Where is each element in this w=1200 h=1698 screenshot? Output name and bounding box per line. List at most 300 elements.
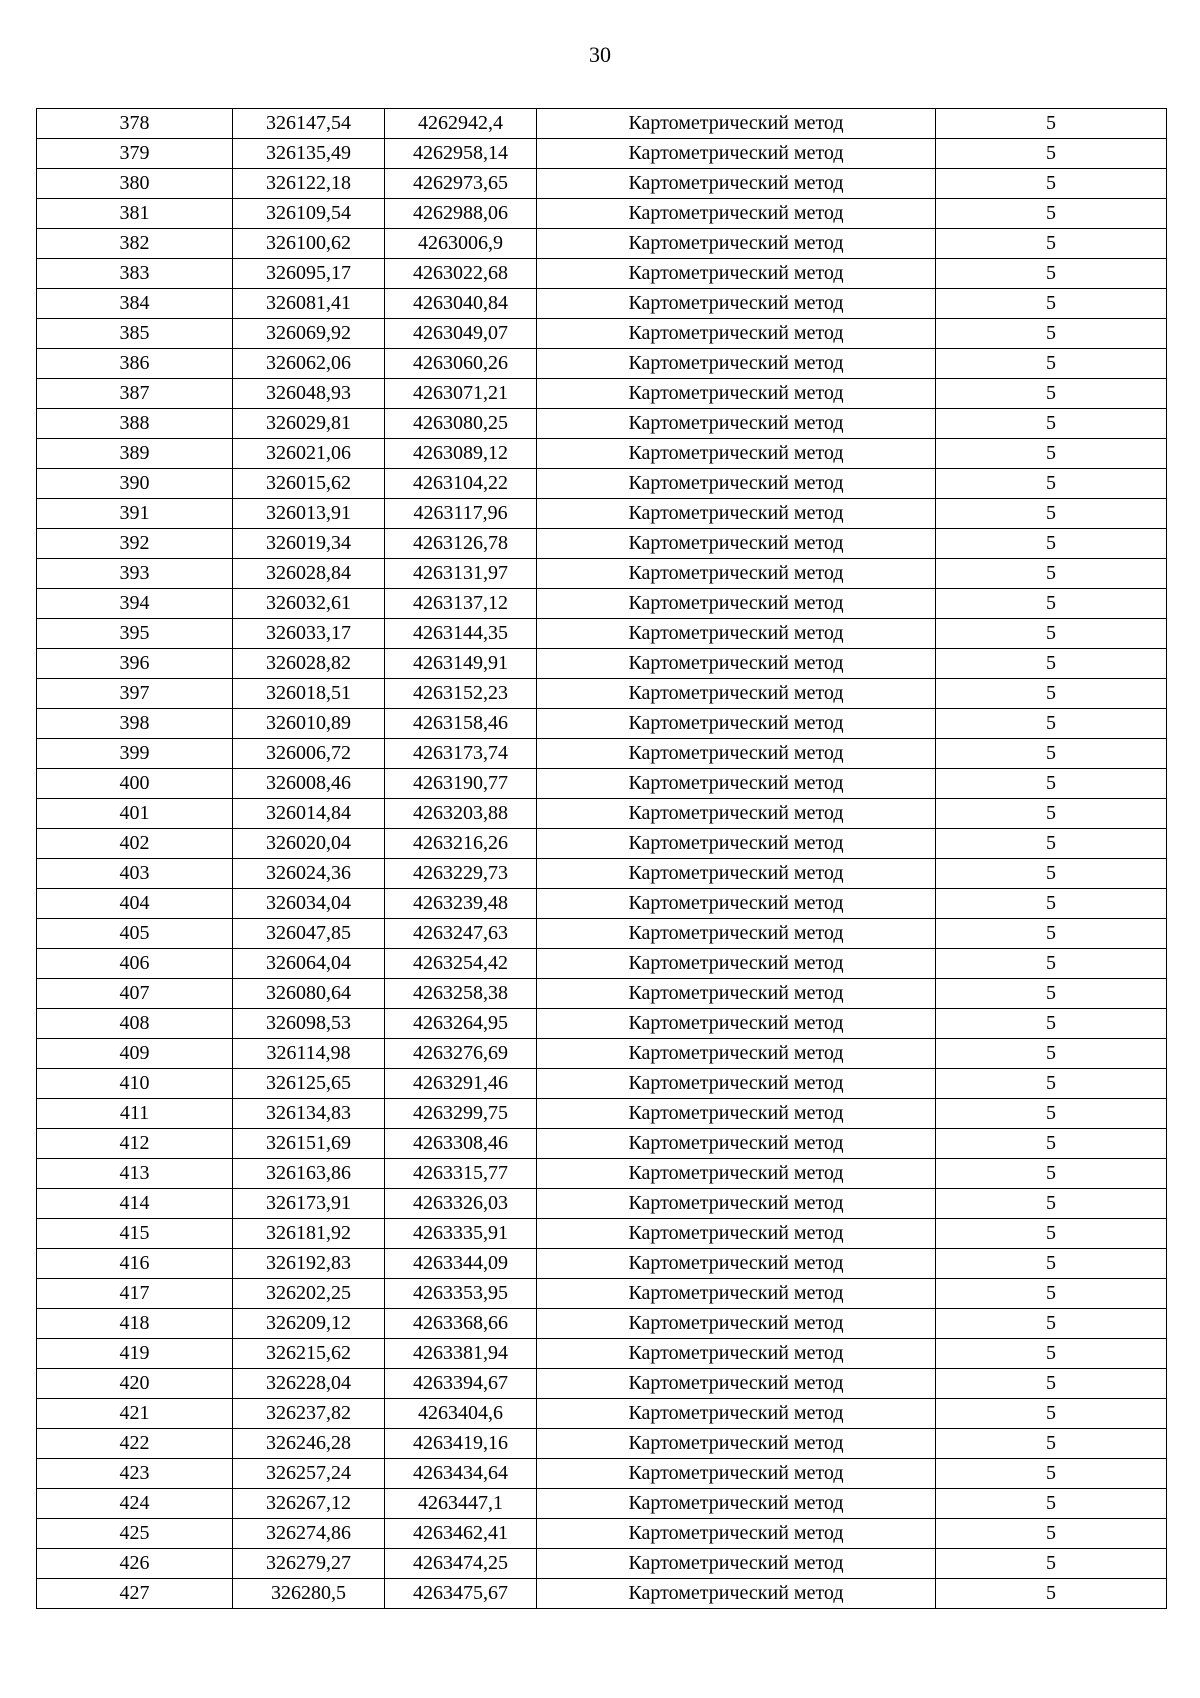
x-coordinate-cell: 326018,51 <box>233 679 385 709</box>
error-cell: 5 <box>936 859 1167 889</box>
y-coordinate-cell: 4263173,74 <box>385 739 537 769</box>
error-cell: 5 <box>936 589 1167 619</box>
table-row <box>37 1249 1167 1279</box>
page-number: 30 <box>589 42 611 67</box>
table-row <box>37 649 1167 679</box>
point-number-cell: 393 <box>37 559 233 589</box>
x-coordinate-cell: 326080,64 <box>233 979 385 1009</box>
error-cell: 5 <box>936 499 1167 529</box>
method-cell: Картометрический метод <box>537 1249 936 1279</box>
table-row <box>37 529 1167 559</box>
y-coordinate-cell: 4263404,6 <box>385 1399 537 1429</box>
x-coordinate-cell: 326100,62 <box>233 229 385 259</box>
point-number-cell: 382 <box>37 229 233 259</box>
point-number-cell: 386 <box>37 349 233 379</box>
table-row <box>37 319 1167 349</box>
error-cell: 5 <box>936 769 1167 799</box>
table-row <box>37 1189 1167 1219</box>
point-number-cell: 415 <box>37 1219 233 1249</box>
point-number-cell: 391 <box>37 499 233 529</box>
table-row <box>37 229 1167 259</box>
method-cell: Картометрический метод <box>537 1189 936 1219</box>
x-coordinate-cell: 326020,04 <box>233 829 385 859</box>
method-cell: Картометрический метод <box>537 769 936 799</box>
x-coordinate-cell: 326006,72 <box>233 739 385 769</box>
x-coordinate-cell: 326098,53 <box>233 1009 385 1039</box>
error-cell: 5 <box>936 1039 1167 1069</box>
point-number-cell: 402 <box>37 829 233 859</box>
y-coordinate-cell: 4263060,26 <box>385 349 537 379</box>
y-coordinate-cell: 4263434,64 <box>385 1459 537 1489</box>
point-number-cell: 389 <box>37 439 233 469</box>
y-coordinate-cell: 4263247,63 <box>385 919 537 949</box>
y-coordinate-cell: 4263308,46 <box>385 1129 537 1159</box>
table-row <box>37 1129 1167 1159</box>
x-coordinate-cell: 326095,17 <box>233 259 385 289</box>
error-cell: 5 <box>936 1429 1167 1459</box>
x-coordinate-cell: 326010,89 <box>233 709 385 739</box>
method-cell: Картометрический метод <box>537 1339 936 1369</box>
point-number-cell: 396 <box>37 649 233 679</box>
y-coordinate-cell: 4263216,26 <box>385 829 537 859</box>
y-coordinate-cell: 4263264,95 <box>385 1009 537 1039</box>
x-coordinate-cell: 326202,25 <box>233 1279 385 1309</box>
method-cell: Картометрический метод <box>537 379 936 409</box>
table-row <box>37 1519 1167 1549</box>
method-cell: Картометрический метод <box>537 1519 936 1549</box>
x-coordinate-cell: 326028,84 <box>233 559 385 589</box>
method-cell: Картометрический метод <box>537 679 936 709</box>
table-row <box>37 409 1167 439</box>
method-cell: Картометрический метод <box>537 1159 936 1189</box>
table-row <box>37 379 1167 409</box>
y-coordinate-cell: 4263071,21 <box>385 379 537 409</box>
method-cell: Картометрический метод <box>537 889 936 919</box>
y-coordinate-cell: 4262973,65 <box>385 169 537 199</box>
method-cell: Картометрический метод <box>537 1039 936 1069</box>
table-row <box>37 829 1167 859</box>
error-cell: 5 <box>936 469 1167 499</box>
method-cell: Картометрический метод <box>537 619 936 649</box>
error-cell: 5 <box>936 1549 1167 1579</box>
y-coordinate-cell: 4263049,07 <box>385 319 537 349</box>
error-cell: 5 <box>936 1129 1167 1159</box>
table-row <box>37 439 1167 469</box>
error-cell: 5 <box>936 919 1167 949</box>
error-cell: 5 <box>936 1069 1167 1099</box>
table-row <box>37 259 1167 289</box>
method-cell: Картометрический метод <box>537 709 936 739</box>
x-coordinate-cell: 326257,24 <box>233 1459 385 1489</box>
x-coordinate-cell: 326008,46 <box>233 769 385 799</box>
error-cell: 5 <box>936 1099 1167 1129</box>
x-coordinate-cell: 326034,04 <box>233 889 385 919</box>
table-row <box>37 799 1167 829</box>
table-row <box>37 199 1167 229</box>
y-coordinate-cell: 4263353,95 <box>385 1279 537 1309</box>
error-cell: 5 <box>936 1279 1167 1309</box>
y-coordinate-cell: 4262942,4 <box>385 109 537 139</box>
x-coordinate-cell: 326163,86 <box>233 1159 385 1189</box>
y-coordinate-cell: 4263368,66 <box>385 1309 537 1339</box>
method-cell: Картометрический метод <box>537 229 936 259</box>
table-row <box>37 349 1167 379</box>
error-cell: 5 <box>936 229 1167 259</box>
table-row <box>37 169 1167 199</box>
method-cell: Картометрический метод <box>537 829 936 859</box>
point-number-cell: 427 <box>37 1579 233 1609</box>
y-coordinate-cell: 4263276,69 <box>385 1039 537 1069</box>
error-cell: 5 <box>936 829 1167 859</box>
x-coordinate-cell: 326114,98 <box>233 1039 385 1069</box>
point-number-cell: 406 <box>37 949 233 979</box>
table-row <box>37 1459 1167 1489</box>
method-cell: Картометрический метод <box>537 1459 936 1489</box>
x-coordinate-cell: 326215,62 <box>233 1339 385 1369</box>
y-coordinate-cell: 4263462,41 <box>385 1519 537 1549</box>
point-number-cell: 413 <box>37 1159 233 1189</box>
y-coordinate-cell: 4263299,75 <box>385 1099 537 1129</box>
error-cell: 5 <box>936 889 1167 919</box>
y-coordinate-cell: 4263239,48 <box>385 889 537 919</box>
error-cell: 5 <box>936 1489 1167 1519</box>
coordinates-table-body <box>37 109 1167 1609</box>
x-coordinate-cell: 326069,92 <box>233 319 385 349</box>
y-coordinate-cell: 4263089,12 <box>385 439 537 469</box>
error-cell: 5 <box>936 979 1167 1009</box>
y-coordinate-cell: 4263144,35 <box>385 619 537 649</box>
method-cell: Картометрический метод <box>537 199 936 229</box>
y-coordinate-cell: 4263335,91 <box>385 1219 537 1249</box>
method-cell: Картометрический метод <box>537 1549 936 1579</box>
point-number-cell: 418 <box>37 1309 233 1339</box>
error-cell: 5 <box>936 1459 1167 1489</box>
error-cell: 5 <box>936 1249 1167 1279</box>
point-number-cell: 424 <box>37 1489 233 1519</box>
x-coordinate-cell: 326021,06 <box>233 439 385 469</box>
table-row <box>37 1309 1167 1339</box>
point-number-cell: 383 <box>37 259 233 289</box>
x-coordinate-cell: 326029,81 <box>233 409 385 439</box>
point-number-cell: 397 <box>37 679 233 709</box>
x-coordinate-cell: 326279,27 <box>233 1549 385 1579</box>
method-cell: Картометрический метод <box>537 529 936 559</box>
x-coordinate-cell: 326134,83 <box>233 1099 385 1129</box>
table-row <box>37 109 1167 139</box>
error-cell: 5 <box>936 1399 1167 1429</box>
table-row <box>37 1219 1167 1249</box>
method-cell: Картометрический метод <box>537 1399 936 1429</box>
method-cell: Картометрический метод <box>537 259 936 289</box>
table-row <box>37 289 1167 319</box>
error-cell: 5 <box>936 619 1167 649</box>
method-cell: Картометрический метод <box>537 799 936 829</box>
point-number-cell: 407 <box>37 979 233 1009</box>
x-coordinate-cell: 326109,54 <box>233 199 385 229</box>
error-cell: 5 <box>936 1339 1167 1369</box>
y-coordinate-cell: 4263117,96 <box>385 499 537 529</box>
method-cell: Картометрический метод <box>537 1309 936 1339</box>
point-number-cell: 409 <box>37 1039 233 1069</box>
point-number-cell: 417 <box>37 1279 233 1309</box>
coordinates-table <box>36 108 1167 1609</box>
method-cell: Картометрический метод <box>537 469 936 499</box>
point-number-cell: 408 <box>37 1009 233 1039</box>
y-coordinate-cell: 4263315,77 <box>385 1159 537 1189</box>
error-cell: 5 <box>936 529 1167 559</box>
x-coordinate-cell: 326032,61 <box>233 589 385 619</box>
x-coordinate-cell: 326274,86 <box>233 1519 385 1549</box>
x-coordinate-cell: 326147,54 <box>233 109 385 139</box>
x-coordinate-cell: 326181,92 <box>233 1219 385 1249</box>
table-row <box>37 1429 1167 1459</box>
method-cell: Картометрический метод <box>537 289 936 319</box>
point-number-cell: 411 <box>37 1099 233 1129</box>
point-number-cell: 394 <box>37 589 233 619</box>
x-coordinate-cell: 326081,41 <box>233 289 385 319</box>
error-cell: 5 <box>936 289 1167 319</box>
point-number-cell: 414 <box>37 1189 233 1219</box>
point-number-cell: 387 <box>37 379 233 409</box>
error-cell: 5 <box>936 709 1167 739</box>
method-cell: Картометрический метод <box>537 1369 936 1399</box>
error-cell: 5 <box>936 1369 1167 1399</box>
y-coordinate-cell: 4263447,1 <box>385 1489 537 1519</box>
x-coordinate-cell: 326019,34 <box>233 529 385 559</box>
point-number-cell: 379 <box>37 139 233 169</box>
table-row <box>37 1369 1167 1399</box>
method-cell: Картометрический метод <box>537 139 936 169</box>
table-row <box>37 1579 1167 1609</box>
point-number-cell: 380 <box>37 169 233 199</box>
method-cell: Картометрический метод <box>537 1219 936 1249</box>
error-cell: 5 <box>936 1579 1167 1609</box>
point-number-cell: 390 <box>37 469 233 499</box>
x-coordinate-cell: 326228,04 <box>233 1369 385 1399</box>
error-cell: 5 <box>936 1219 1167 1249</box>
point-number-cell: 399 <box>37 739 233 769</box>
table-row <box>37 1399 1167 1429</box>
method-cell: Картометрический метод <box>537 349 936 379</box>
point-number-cell: 410 <box>37 1069 233 1099</box>
x-coordinate-cell: 326122,18 <box>233 169 385 199</box>
error-cell: 5 <box>936 1009 1167 1039</box>
y-coordinate-cell: 4263080,25 <box>385 409 537 439</box>
table-row <box>37 589 1167 619</box>
method-cell: Картометрический метод <box>537 979 936 1009</box>
table-row <box>37 859 1167 889</box>
y-coordinate-cell: 4263104,22 <box>385 469 537 499</box>
method-cell: Картометрический метод <box>537 949 936 979</box>
method-cell: Картометрический метод <box>537 439 936 469</box>
x-coordinate-cell: 326014,84 <box>233 799 385 829</box>
x-coordinate-cell: 326125,65 <box>233 1069 385 1099</box>
point-number-cell: 423 <box>37 1459 233 1489</box>
y-coordinate-cell: 4263022,68 <box>385 259 537 289</box>
y-coordinate-cell: 4263229,73 <box>385 859 537 889</box>
y-coordinate-cell: 4263190,77 <box>385 769 537 799</box>
table-row <box>37 1039 1167 1069</box>
method-cell: Картометрический метод <box>537 1069 936 1099</box>
x-coordinate-cell: 326237,82 <box>233 1399 385 1429</box>
y-coordinate-cell: 4263006,9 <box>385 229 537 259</box>
x-coordinate-cell: 326024,36 <box>233 859 385 889</box>
x-coordinate-cell: 326151,69 <box>233 1129 385 1159</box>
error-cell: 5 <box>936 1309 1167 1339</box>
error-cell: 5 <box>936 199 1167 229</box>
point-number-cell: 416 <box>37 1249 233 1279</box>
table-row <box>37 619 1167 649</box>
table-row <box>37 739 1167 769</box>
error-cell: 5 <box>936 559 1167 589</box>
error-cell: 5 <box>936 409 1167 439</box>
y-coordinate-cell: 4263149,91 <box>385 649 537 679</box>
point-number-cell: 420 <box>37 1369 233 1399</box>
error-cell: 5 <box>936 679 1167 709</box>
table-row <box>37 979 1167 1009</box>
table-row <box>37 709 1167 739</box>
table-row <box>37 1489 1167 1519</box>
method-cell: Картометрический метод <box>537 919 936 949</box>
point-number-cell: 421 <box>37 1399 233 1429</box>
x-coordinate-cell: 326280,5 <box>233 1579 385 1609</box>
point-number-cell: 398 <box>37 709 233 739</box>
table-row <box>37 499 1167 529</box>
error-cell: 5 <box>936 109 1167 139</box>
table-row <box>37 679 1167 709</box>
x-coordinate-cell: 326173,91 <box>233 1189 385 1219</box>
table-row <box>37 469 1167 499</box>
y-coordinate-cell: 4263419,16 <box>385 1429 537 1459</box>
method-cell: Картометрический метод <box>537 1429 936 1459</box>
point-number-cell: 378 <box>37 109 233 139</box>
y-coordinate-cell: 4263344,09 <box>385 1249 537 1279</box>
y-coordinate-cell: 4263474,25 <box>385 1549 537 1579</box>
point-number-cell: 388 <box>37 409 233 439</box>
error-cell: 5 <box>936 1159 1167 1189</box>
method-cell: Картометрический метод <box>537 649 936 679</box>
method-cell: Картометрический метод <box>537 409 936 439</box>
point-number-cell: 404 <box>37 889 233 919</box>
y-coordinate-cell: 4263126,78 <box>385 529 537 559</box>
y-coordinate-cell: 4263137,12 <box>385 589 537 619</box>
x-coordinate-cell: 326064,04 <box>233 949 385 979</box>
x-coordinate-cell: 326015,62 <box>233 469 385 499</box>
x-coordinate-cell: 326048,93 <box>233 379 385 409</box>
error-cell: 5 <box>936 799 1167 829</box>
point-number-cell: 412 <box>37 1129 233 1159</box>
x-coordinate-cell: 326192,83 <box>233 1249 385 1279</box>
y-coordinate-cell: 4263291,46 <box>385 1069 537 1099</box>
table-row <box>37 1159 1167 1189</box>
method-cell: Картометрический метод <box>537 1129 936 1159</box>
point-number-cell: 403 <box>37 859 233 889</box>
table-row <box>37 1339 1167 1369</box>
error-cell: 5 <box>936 319 1167 349</box>
y-coordinate-cell: 4263258,38 <box>385 979 537 1009</box>
table-row <box>37 139 1167 169</box>
method-cell: Картометрический метод <box>537 1489 936 1519</box>
x-coordinate-cell: 326267,12 <box>233 1489 385 1519</box>
table-row <box>37 559 1167 589</box>
y-coordinate-cell: 4262988,06 <box>385 199 537 229</box>
error-cell: 5 <box>936 1519 1167 1549</box>
point-number-cell: 425 <box>37 1519 233 1549</box>
error-cell: 5 <box>936 1189 1167 1219</box>
error-cell: 5 <box>936 139 1167 169</box>
table-row <box>37 949 1167 979</box>
table-row <box>37 919 1167 949</box>
x-coordinate-cell: 326047,85 <box>233 919 385 949</box>
y-coordinate-cell: 4263381,94 <box>385 1339 537 1369</box>
y-coordinate-cell: 4263040,84 <box>385 289 537 319</box>
y-coordinate-cell: 4263326,03 <box>385 1189 537 1219</box>
method-cell: Картометрический метод <box>537 1579 936 1609</box>
table-row <box>37 1549 1167 1579</box>
y-coordinate-cell: 4263131,97 <box>385 559 537 589</box>
x-coordinate-cell: 326028,82 <box>233 649 385 679</box>
error-cell: 5 <box>936 649 1167 679</box>
method-cell: Картометрический метод <box>537 559 936 589</box>
point-number-cell: 400 <box>37 769 233 799</box>
y-coordinate-cell: 4263152,23 <box>385 679 537 709</box>
method-cell: Картометрический метод <box>537 859 936 889</box>
error-cell: 5 <box>936 949 1167 979</box>
point-number-cell: 381 <box>37 199 233 229</box>
y-coordinate-cell: 4262958,14 <box>385 139 537 169</box>
point-number-cell: 405 <box>37 919 233 949</box>
point-number-cell: 401 <box>37 799 233 829</box>
error-cell: 5 <box>936 739 1167 769</box>
method-cell: Картометрический метод <box>537 169 936 199</box>
method-cell: Картометрический метод <box>537 1009 936 1039</box>
table-row <box>37 1009 1167 1039</box>
error-cell: 5 <box>936 349 1167 379</box>
x-coordinate-cell: 326033,17 <box>233 619 385 649</box>
method-cell: Картометрический метод <box>537 109 936 139</box>
y-coordinate-cell: 4263394,67 <box>385 1369 537 1399</box>
point-number-cell: 385 <box>37 319 233 349</box>
y-coordinate-cell: 4263158,46 <box>385 709 537 739</box>
table-row <box>37 1279 1167 1309</box>
method-cell: Картометрический метод <box>537 319 936 349</box>
method-cell: Картометрический метод <box>537 1279 936 1309</box>
method-cell: Картометрический метод <box>537 589 936 619</box>
table-row <box>37 1069 1167 1099</box>
x-coordinate-cell: 326062,06 <box>233 349 385 379</box>
y-coordinate-cell: 4263475,67 <box>385 1579 537 1609</box>
error-cell: 5 <box>936 379 1167 409</box>
x-coordinate-cell: 326246,28 <box>233 1429 385 1459</box>
method-cell: Картометрический метод <box>537 1099 936 1129</box>
point-number-cell: 426 <box>37 1549 233 1579</box>
table-row <box>37 769 1167 799</box>
x-coordinate-cell: 326013,91 <box>233 499 385 529</box>
x-coordinate-cell: 326209,12 <box>233 1309 385 1339</box>
y-coordinate-cell: 4263254,42 <box>385 949 537 979</box>
table-row <box>37 1099 1167 1129</box>
point-number-cell: 395 <box>37 619 233 649</box>
error-cell: 5 <box>936 169 1167 199</box>
point-number-cell: 384 <box>37 289 233 319</box>
error-cell: 5 <box>936 259 1167 289</box>
method-cell: Картометрический метод <box>537 499 936 529</box>
error-cell: 5 <box>936 439 1167 469</box>
point-number-cell: 419 <box>37 1339 233 1369</box>
point-number-cell: 422 <box>37 1429 233 1459</box>
point-number-cell: 392 <box>37 529 233 559</box>
method-cell: Картометрический метод <box>537 739 936 769</box>
